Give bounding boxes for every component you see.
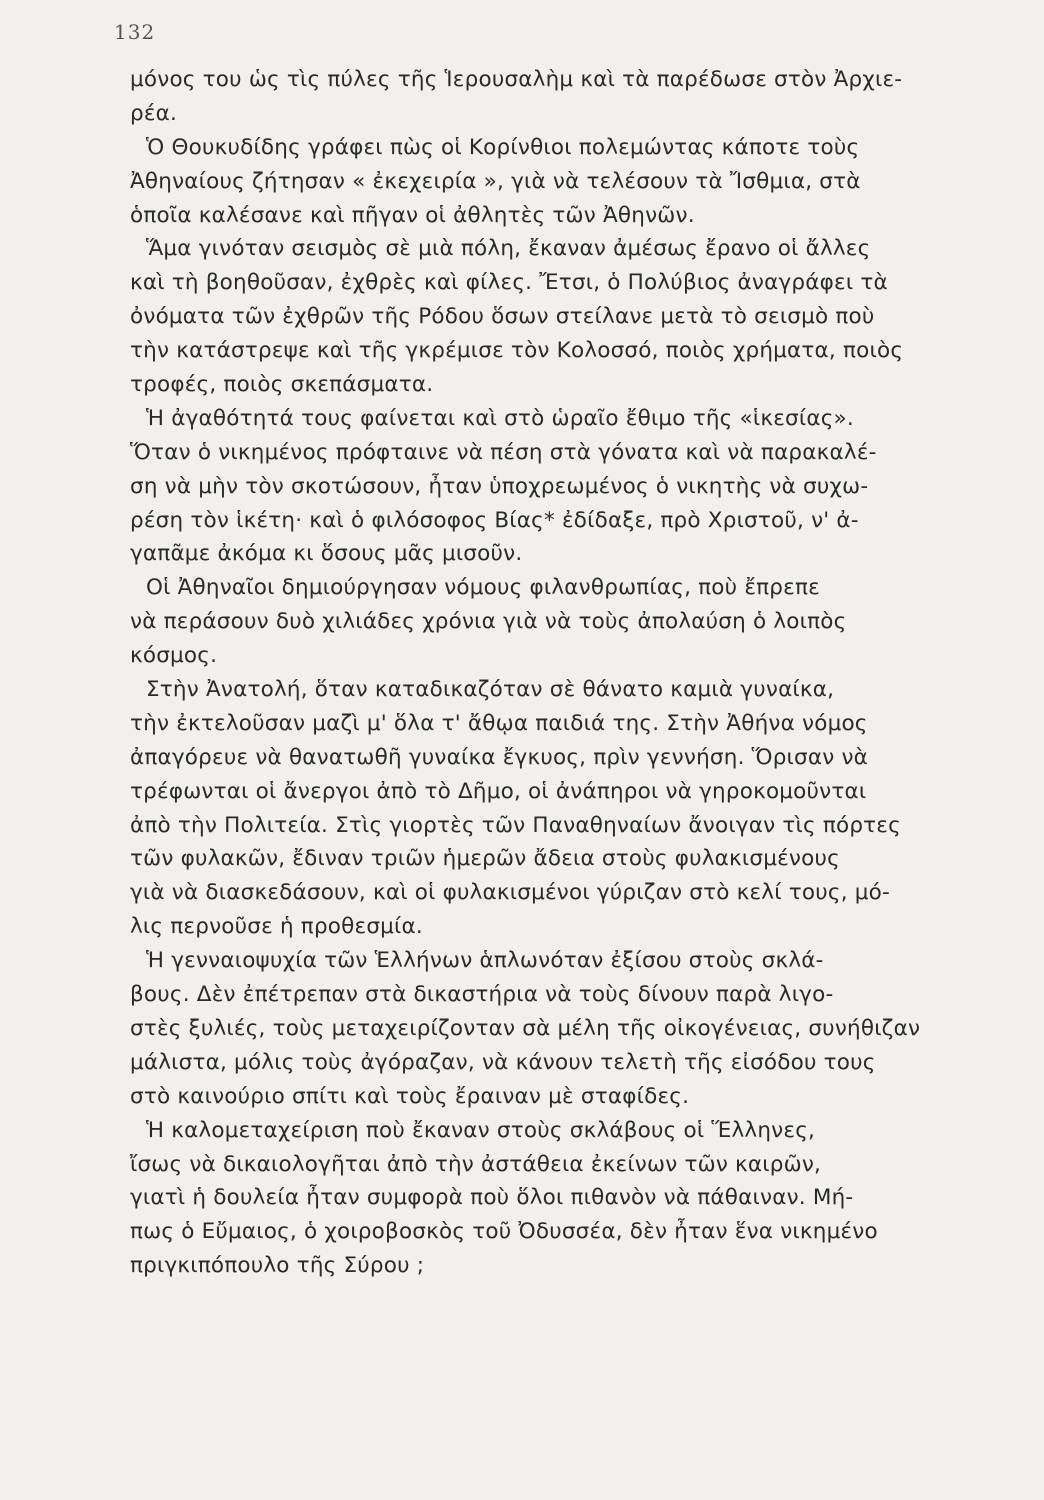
text-line: στὸ καινούριο σπίτι καὶ τοὺς ἔραιναν μὲ σταφίδες. [130, 1083, 690, 1109]
text-line: Ἡ γενναιοψυχία τῶν Ἑλλήνων ἁπλωνόταν ἐξίσου στοὺς σκλά- [146, 948, 824, 974]
text-line: τὴν κατάστρεψε καὶ τῆς γκρέμισε τὸν Κολοσσό, ποιὸς χρήματα, ποιὸς [130, 338, 904, 364]
paragraph [130, 571, 1010, 673]
text-line: Ἅμα γινόταν σεισμὸς σὲ μιὰ πόλη, ἔκαναν ἀμέσως ἔρανο οἱ ἄλλες [146, 236, 871, 262]
paragraph [130, 232, 1010, 401]
text-line: στὲς ξυλιές, τοὺς μεταχειρίζονταν σὰ μέλη τῆς οἰκογένειας, συνήθιζαν [130, 1015, 921, 1041]
text-line: ὁποῖα καλέσανε καὶ πῆγαν οἱ ἀθλητὲς τῶν Ἀθηνῶν. [130, 202, 695, 228]
text-line: ρέα. [130, 100, 178, 126]
paragraph [130, 673, 1010, 944]
text-line: τὴν ἐκτελοῦσαν μαζὶ μ' ὅλα τ' ἄθῳα παιδιά της. Στὴν Ἀθήνα νόμος [130, 710, 868, 736]
body-text [130, 63, 1010, 1283]
paragraph [130, 402, 1010, 571]
text-line: πως ὁ Εὔμαιος, ὁ χοιροβοσκὸς τοῦ Ὀδυσσέα, δὲν ἦταν ἕνα νικημένο [130, 1219, 878, 1245]
text-line: Οἱ Ἀθηναῖοι δημιούργησαν νόμους φιλανθρωπίας, ποὺ ἔπρεπε [146, 575, 820, 601]
text-line: τῶν φυλακῶν, ἔδιναν τριῶν ἡμερῶν ἄδεια στοὺς φυλακισμένους [130, 846, 840, 872]
text-line: Ὁ Θουκυδίδης γράφει πὼς οἱ Κορίνθιοι πολεμώντας κάποτε τοὺς [146, 134, 860, 160]
text-line: ἀπὸ τὴν Πολιτεία. Στὶς γιορτὲς τῶν Παναθηναίων ἄνοιγαν τὶς πόρτες [130, 812, 901, 838]
text-line: μάλιστα, μόλις τοὺς ἀγόραζαν, νὰ κάνουν τελετὴ τῆς εἰσόδου τους [130, 1049, 876, 1075]
paragraph [130, 944, 1010, 1113]
text-line: νὰ περάσουν δυὸ χιλιάδες χρόνια γιὰ νὰ τοὺς ἀπολαύση ὁ λοιπὸς [130, 609, 847, 635]
paragraph [130, 63, 1010, 131]
text-line: τροφές, ποιὸς σκεπάσματα. [130, 372, 434, 398]
paragraph [130, 1114, 1010, 1283]
text-line: μόνος του ὡς τὶς πύλες τῆς Ἱερουσαλὴμ καὶ τὰ παρέδωσε στὸν Ἀρχιε- [130, 67, 903, 92]
text-line: ση νὰ μὴν τὸν σκοτώσουν, ἦταν ὑποχρεωμένος ὁ νικητὴς νὰ συχω- [130, 473, 869, 499]
text-line: γιὰ νὰ διασκεδάσουν, καὶ οἱ φυλακισμένοι γύριζαν στὸ κελί τους, μό- [130, 880, 890, 906]
text-line: ἴσως νὰ δικαιολογῆται ἀπὸ τὴν ἀστάθεια ἐκείνων τῶν καιρῶν, [130, 1151, 822, 1177]
text-line: τρέφωνται οἱ ἄνεργοι ἀπὸ τὸ Δῆμο, οἱ ἀνάπηροι νὰ γηροκομοῦνται [130, 778, 867, 804]
text-line: κόσμος. [130, 643, 218, 669]
text-line: καὶ τὴ βοηθοῦσαν, ἐχθρὲς καὶ φίλες. Ἔτσι, ὁ Πολύβιος ἀναγράφει τὰ [130, 270, 888, 296]
text-line: ὀνόματα τῶν ἐχθρῶν τῆς Ρόδου ὅσων στείλανε μετὰ τὸ σεισμὸ ποὺ [130, 304, 875, 330]
text-line: Ἡ ἀγαθότητά τους φαίνεται καὶ στὸ ὡραῖο ἔθιμο τῆς «ἱκεσίας». [146, 405, 854, 431]
text-line: λις περνοῦσε ἡ προθεσμία. [130, 914, 423, 940]
text-line: ρέση τὸν ἱκέτη· καὶ ὁ φιλόσοφος Βίας* ἐδίδαξε, πρὸ Χριστοῦ, ν' ἀ- [130, 507, 859, 533]
text-line: Ἀθηναίους ζήτησαν « ἐκεχειρία », γιὰ νὰ τελέσουν τὰ Ἴσθμια, στὰ [130, 168, 861, 194]
page-number: 132 [114, 20, 156, 44]
text-line: ἀπαγόρευε νὰ θανατωθῆ γυναίκα ἔγκυος, πρὶν γεννήση. Ὅρισαν νὰ [130, 744, 869, 770]
text-line: Ἡ καλομεταχείριση ποὺ ἔκαναν στοὺς σκλάβους οἱ Ἕλληνες, [146, 1117, 816, 1143]
text-line: βους. Δὲν ἐπέτρεπαν στὰ δικαστήρια νὰ τοὺς δίνουν παρὰ λιγο- [130, 982, 834, 1008]
text-line: Στὴν Ἀνατολή, ὅταν καταδικαζόταν σὲ θάνατο καμιὰ γυναίκα, [146, 677, 835, 703]
text-line: Ὅταν ὁ νικημένος πρόφταινε νὰ πέση στὰ γόνατα καὶ νὰ παρακαλέ- [130, 439, 877, 465]
text-line: πριγκιπόπουλο τῆς Σύρου ; [130, 1253, 425, 1279]
paragraph [130, 131, 1010, 233]
text-line: γιατὶ ἡ δουλεία ἦταν συμφορὰ ποὺ ὅλοι πιθανὸν νὰ πάθαιναν. Μή- [130, 1185, 854, 1211]
text-line: γαπᾶμε ἀκόμα κι ὅσους μᾶς μισοῦν. [130, 541, 523, 567]
